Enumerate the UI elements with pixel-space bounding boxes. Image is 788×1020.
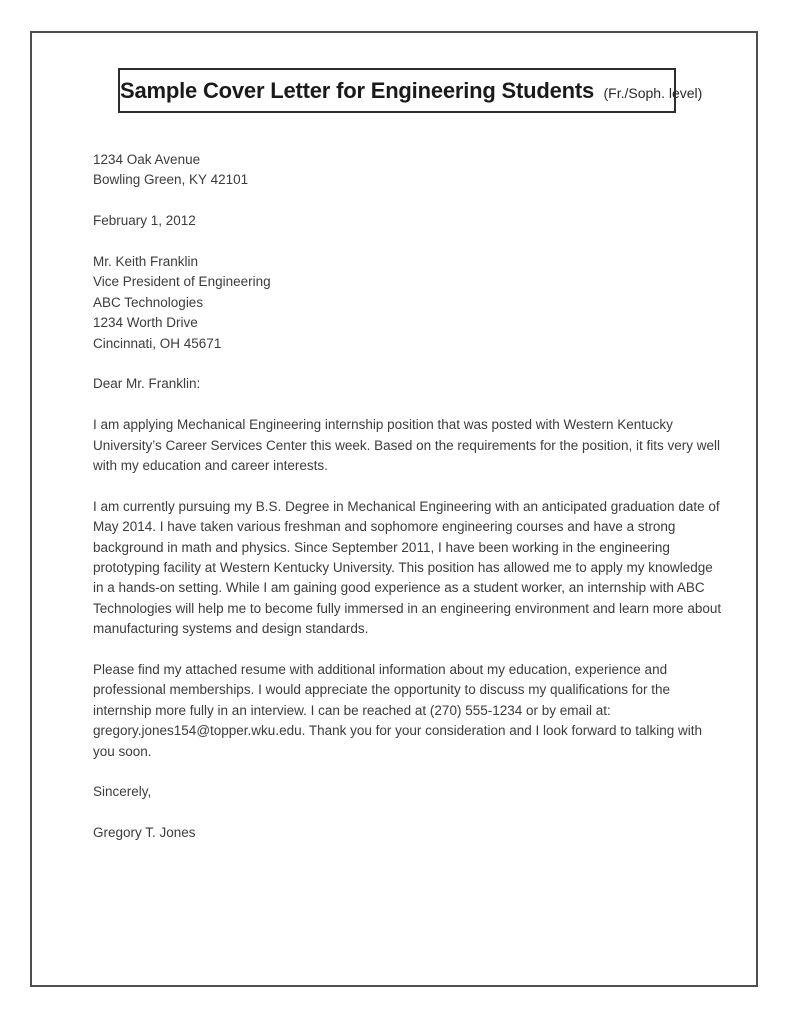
salutation: Dear Mr. Franklin: xyxy=(93,376,201,392)
recipient-city-state-zip: Cincinnati, OH 45671 xyxy=(93,335,222,351)
closing: Sincerely, xyxy=(93,784,152,800)
letter-body xyxy=(93,150,726,864)
date-line: February 1, 2012 xyxy=(93,213,196,229)
body-paragraph-1: I am applying Mechanical Engineering internship position that was posted with Western Kentucky University’s Career Services Center this week. Based on the requirements for the position, it fits very well with my education and career interests. xyxy=(93,417,721,474)
body-paragraph-3: Please find my attached resume with additional information about my education, experience and professional memberships. I would appreciate the opportunity to discuss my qualifications for the internship more fully in an interview. I can be reached at (270) 555-1234 or by email at: gregory.jones154@topper.wku.edu. Thank you for your consideration and I look forward to talking with you soon. xyxy=(93,662,703,759)
sender-address xyxy=(93,150,726,191)
recipient-address xyxy=(93,252,726,354)
recipient-title: Vice President of Engineering xyxy=(93,274,271,290)
recipient-street: 1234 Worth Drive xyxy=(93,315,198,331)
title-box xyxy=(118,68,703,113)
signature-name: Gregory T. Jones xyxy=(93,825,196,841)
sender-address-line-1: 1234 Oak Avenue xyxy=(93,152,201,167)
body-paragraph-2: I am currently pursuing my B.S. Degree in Mechanical Engineering with an anticipated graduation date of May 2014. I have taken various freshman and sophomore engineering courses and have a strong background in math and physics. Since September 2011, I have been working in the engineering prototyping facility at Western Kentucky University. This position has allowed me to apply my knowledge in a hands-on setting. While I am gaining good experience as a student worker, an internship with ABC Technologies will help me to become fully immersed in an engineering environment and learn more about manufacturing systems and design standards. xyxy=(93,498,722,637)
sender-address-line-2: Bowling Green, KY 42101 xyxy=(93,172,249,188)
recipient-company: ABC Technologies xyxy=(93,294,204,310)
document-title-level-suffix: (Fr./Soph. level) xyxy=(603,85,703,101)
document-title: Sample Cover Letter for Engineering Students xyxy=(120,78,595,103)
page-border xyxy=(30,31,758,987)
recipient-name: Mr. Keith Franklin xyxy=(93,254,199,269)
